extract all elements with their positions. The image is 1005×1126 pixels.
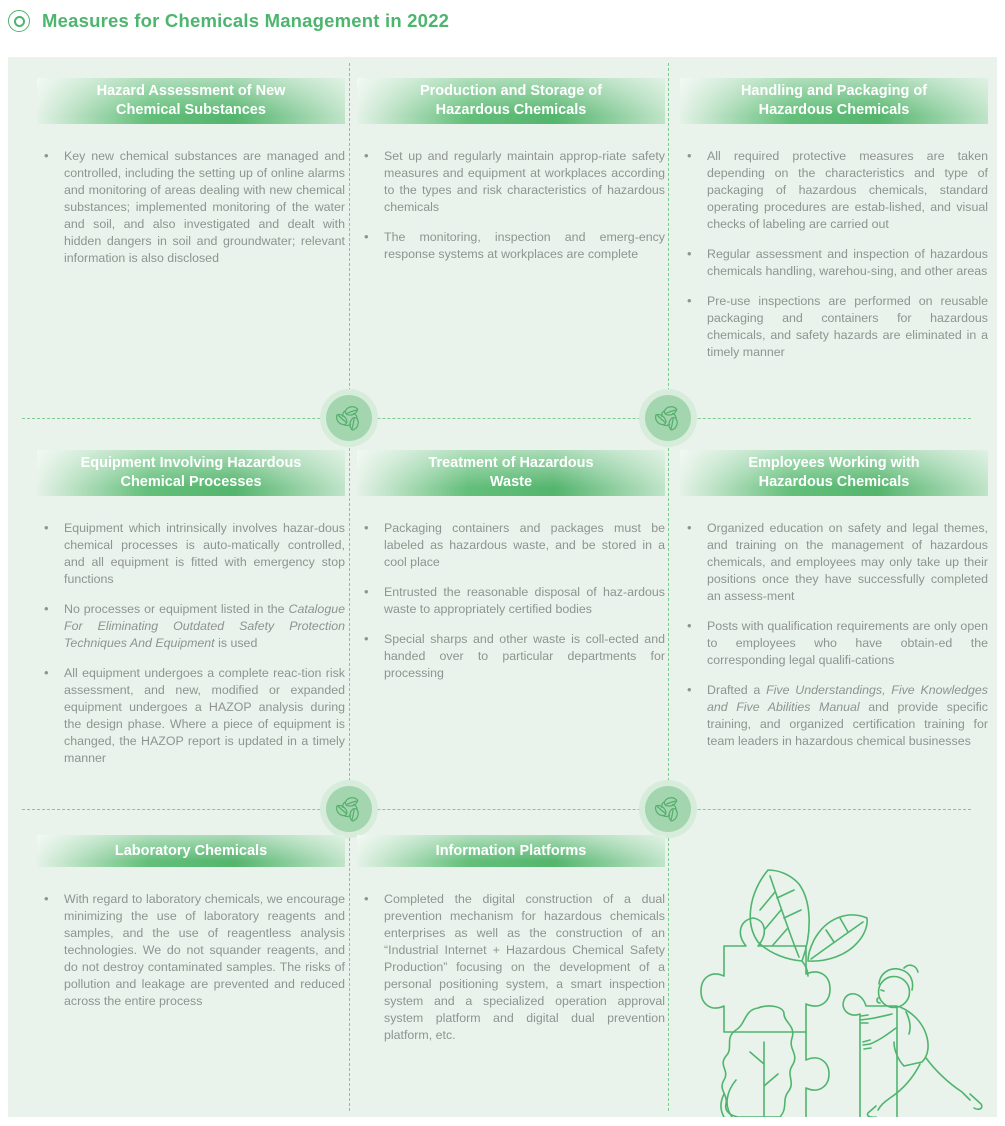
divider-horizontal-1: [22, 418, 971, 419]
puzzle-person-illustration: [680, 830, 997, 1117]
card-employees: [680, 450, 988, 763]
bullet-item: • Equipment which intrinsically involves hazar-dous chemical processes is auto-matically controlled, and all equipment is fitted with emergency stop functions: [37, 520, 345, 588]
divider-vertical-1: [349, 63, 350, 1111]
bullet-item: • All required protective measures are taken depending on the characteristics and type of packaging of hazardous chemicals, standard operating procedures are estab-lished, and visual checks of labeling are carried out: [680, 148, 988, 233]
card-title: Handling and Packaging of Hazardous Chemicals: [680, 78, 988, 124]
target-icon: [8, 10, 30, 32]
recycle-leaves-icon: [639, 389, 697, 447]
card-bullets: [357, 520, 665, 682]
card-laboratory-chemicals: [37, 835, 345, 1023]
bullet-item: • All equipment undergoes a complete reac-tion risk assessment, and new, modified or expanded equipment undergoes a HAZOP analysis during the design phase. Where a piece of equipment is changed, the HAZOP report is updated in a timely manner: [37, 665, 345, 767]
page-title: Measures for Chemicals Management in 2022: [42, 10, 450, 31]
divider-horizontal-2: [22, 809, 971, 810]
bullet-item: • The monitoring, inspection and emerg-ency response systems at workplaces are complete: [357, 229, 665, 263]
card-hazard-assessment: [37, 78, 345, 280]
card-production-storage: [357, 78, 665, 276]
bullet-item: • Drafted a Five Understandings, Five Knowledges and Five Abilities Manual and provide specific training, and organized certification training for team leaders in hazardous chemical businesses: [680, 682, 988, 750]
bullet-item: • Entrusted the reasonable disposal of haz-ardous waste to appropriately certified bodies: [357, 584, 665, 618]
card-bullets: [357, 148, 665, 263]
bullet-item: • Set up and regularly maintain approp-riate safety measures and equipment at workplaces according to the types and risk characteristics of hazardous chemicals: [357, 148, 665, 216]
bullet-item: • With regard to laboratory chemicals, we encourage minimizing the use of laboratory reagents and samples, and the use of reagentless analysis technologies. We do not squander reagents, and do not destroy contaminated samples. The risks of pollution and leakage are prevented and reduced across the entire process: [37, 891, 345, 1010]
bullet-item: • Pre-use inspections are performed on reusable packaging and containers for hazardous chemicals, and safety hazards are eliminated in a timely manner: [680, 293, 988, 361]
card-title: Information Platforms: [357, 835, 665, 867]
card-bullets: [680, 148, 988, 361]
card-title: Hazard Assessment of New Chemical Substances: [37, 78, 345, 124]
card-bullets: [37, 520, 345, 767]
measures-panel: [8, 57, 997, 1117]
card-title: Treatment of Hazardous Waste: [357, 450, 665, 496]
page-header: [8, 10, 449, 32]
card-information-platforms: [357, 835, 665, 1057]
card-handling-packaging: [680, 78, 988, 374]
bullet-item: • No processes or equipment listed in the Catalogue For Eliminating Outdated Safety Protection Techniques And Equipment is used: [37, 601, 345, 652]
bullet-item: • Packaging containers and packages must be labeled as hazardous waste, and be stored in a cool place: [357, 520, 665, 571]
bullet-item: • Special sharps and other waste is coll-ected and handed over to particular departments for processing: [357, 631, 665, 682]
card-title: Equipment Involving Hazardous Chemical Processes: [37, 450, 345, 496]
recycle-leaves-icon: [320, 780, 378, 838]
divider-vertical-2: [668, 63, 669, 1111]
bullet-item: • Completed the digital construction of a dual prevention mechanism for hazardous chemicals enterprises as well as the construction of an “Industrial Internet + Hazardous Chemical Safety Production” focusing on the development of a personal positioning system, a smart inspection system and a specialized operation approval system platform and digital dual prevention platform, etc.: [357, 891, 665, 1044]
card-title: Laboratory Chemicals: [37, 835, 345, 867]
bullet-item: • Posts with qualification requirements are only open to employees who have obtain-ed the corresponding legal qualifi-cations: [680, 618, 988, 669]
card-bullets: [37, 148, 345, 267]
bullet-item: • Key new chemical substances are managed and controlled, including the setting up of online alarms and monitoring of areas dealing with new chemical substances; implemented monitoring of the water and soil, and also investigated and dealt with hidden dangers in soil and groundwater; relevant information is also disclosed: [37, 148, 345, 267]
card-equipment-processes: [37, 450, 345, 780]
card-treatment-waste: [357, 450, 665, 695]
card-title: Employees Working with Hazardous Chemicals: [680, 450, 988, 496]
card-title: Production and Storage of Hazardous Chemicals: [357, 78, 665, 124]
bullet-item: • Organized education on safety and legal themes, and training on the management of hazardous chemicals, and employees may only take up their positions once they have successfully completed an assess-ment: [680, 520, 988, 605]
card-bullets: [357, 891, 665, 1044]
bullet-item: • Regular assessment and inspection of hazardous chemicals handling, warehou-sing, and other areas: [680, 246, 988, 280]
recycle-leaves-icon: [320, 389, 378, 447]
card-bullets: [680, 520, 988, 750]
card-bullets: [37, 891, 345, 1010]
